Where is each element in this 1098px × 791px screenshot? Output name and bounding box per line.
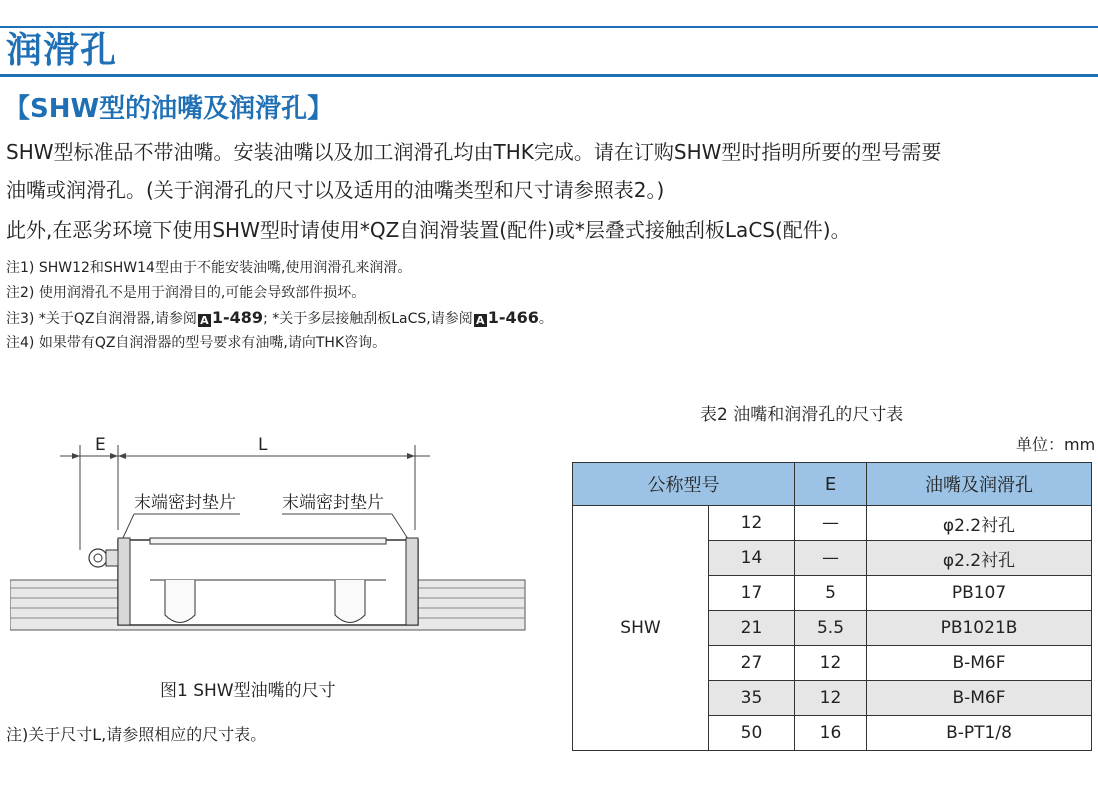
nipple-cell: φ2.2衬孔 bbox=[867, 541, 1092, 576]
size-cell: 50 bbox=[709, 716, 795, 751]
arrow-e-right bbox=[118, 453, 126, 459]
figure-caption: 图1 SHW型油嘴的尺寸 bbox=[160, 681, 336, 701]
note-3 bbox=[6, 308, 553, 329]
size-cell: 14 bbox=[709, 541, 795, 576]
size-cell: 12 bbox=[709, 506, 795, 541]
e-cell: 12 bbox=[795, 681, 867, 716]
nipple-cell: PB107 bbox=[867, 576, 1092, 611]
model-cell: SHW bbox=[573, 506, 709, 751]
size-cell: 35 bbox=[709, 681, 795, 716]
nipple-cell: PB1021B bbox=[867, 611, 1092, 646]
leader-seal-left bbox=[122, 514, 134, 540]
page-ref-link-1[interactable]: 1-489 bbox=[211, 308, 264, 327]
page-ref-icon: A bbox=[474, 314, 487, 327]
page-ref-icon: A bbox=[198, 314, 211, 327]
table-row bbox=[573, 506, 1092, 541]
unit-label: 单位：mm bbox=[1016, 435, 1096, 454]
title-rule bbox=[0, 74, 1098, 77]
note-4: 注4) 如果带有QZ自润滑器的型号要求有油嘴,请向THK咨询。 bbox=[6, 335, 387, 351]
block-top-plate bbox=[150, 538, 386, 544]
arrow-l-left bbox=[110, 453, 118, 459]
e-cell: 5.5 bbox=[795, 611, 867, 646]
grease-nipple-body bbox=[106, 550, 118, 566]
table-header-row bbox=[573, 463, 1092, 506]
note-2: 注2) 使用润滑孔不是用于润滑目的,可能会导致部件损坏。 bbox=[6, 285, 366, 301]
grease-nipple-icon bbox=[89, 549, 107, 567]
e-cell: — bbox=[795, 541, 867, 576]
label-end-seal-left: 末端密封垫片 bbox=[134, 493, 236, 513]
header-e: E bbox=[795, 463, 867, 506]
header-nipple: 油嘴及润滑孔 bbox=[867, 463, 1092, 506]
e-cell: 12 bbox=[795, 646, 867, 681]
figure-grease-nipple-diagram bbox=[10, 430, 530, 670]
note-3-text-a: 注3) *关于QZ自润滑器,请参阅 bbox=[6, 311, 197, 327]
nipple-cell: B-PT1/8 bbox=[867, 716, 1092, 751]
header-model-number: 公称型号 bbox=[573, 463, 795, 506]
note-3-text-c: 。 bbox=[538, 311, 553, 327]
lm-block bbox=[118, 540, 418, 625]
size-cell: 21 bbox=[709, 611, 795, 646]
arrow-l-right bbox=[407, 453, 415, 459]
paragraph-1: SHW型标准品不带油嘴。安装油嘴以及加工润滑孔均由THK完成。请在订购SHW型时指明所要的型号需要 bbox=[6, 140, 942, 164]
paragraph-3: 此外,在恶劣环境下使用SHW型时请使用*QZ自润滑装置(配件)或*层叠式接触刮板LaCS(配件)。 bbox=[6, 218, 851, 242]
note-1: 注1) SHW12和SHW14型由于不能安装油嘴,使用润滑孔来润滑。 bbox=[6, 260, 412, 276]
section-heading: 【SHW型的油嘴及润滑孔】 bbox=[4, 94, 334, 124]
end-seal-left bbox=[118, 538, 130, 625]
end-seal-right bbox=[406, 538, 418, 625]
label-end-seal-right: 末端密封垫片 bbox=[282, 493, 384, 513]
nipple-cell: B-M6F bbox=[867, 681, 1092, 716]
nipple-cell: B-M6F bbox=[867, 646, 1092, 681]
bolt-recess-left bbox=[165, 580, 195, 623]
note-3-text-b: ; *关于多层接触刮板LaCS,请参阅 bbox=[263, 311, 473, 327]
dimension-table bbox=[572, 462, 1092, 751]
page-ref-link-2[interactable]: 1-466 bbox=[487, 308, 539, 327]
label-l: L bbox=[258, 435, 268, 455]
e-cell: 16 bbox=[795, 716, 867, 751]
paragraph-2: 油嘴或润滑孔。(关于润滑孔的尺寸以及适用的油嘴类型和尺寸请参照表2。) bbox=[6, 178, 665, 202]
arrow-e-left bbox=[72, 453, 80, 459]
nipple-cell: φ2.2衬孔 bbox=[867, 506, 1092, 541]
label-e: E bbox=[95, 435, 106, 455]
page-title: 润滑孔 bbox=[6, 30, 118, 71]
bolt-recess-right bbox=[335, 580, 365, 623]
size-cell: 27 bbox=[709, 646, 795, 681]
table-title: 表2 油嘴和润滑孔的尺寸表 bbox=[700, 405, 904, 425]
e-cell: 5 bbox=[795, 576, 867, 611]
size-cell: 17 bbox=[709, 576, 795, 611]
top-rule bbox=[0, 26, 1098, 28]
figure-note: 注)关于尺寸L,请参照相应的尺寸表。 bbox=[6, 725, 267, 744]
e-cell: — bbox=[795, 506, 867, 541]
